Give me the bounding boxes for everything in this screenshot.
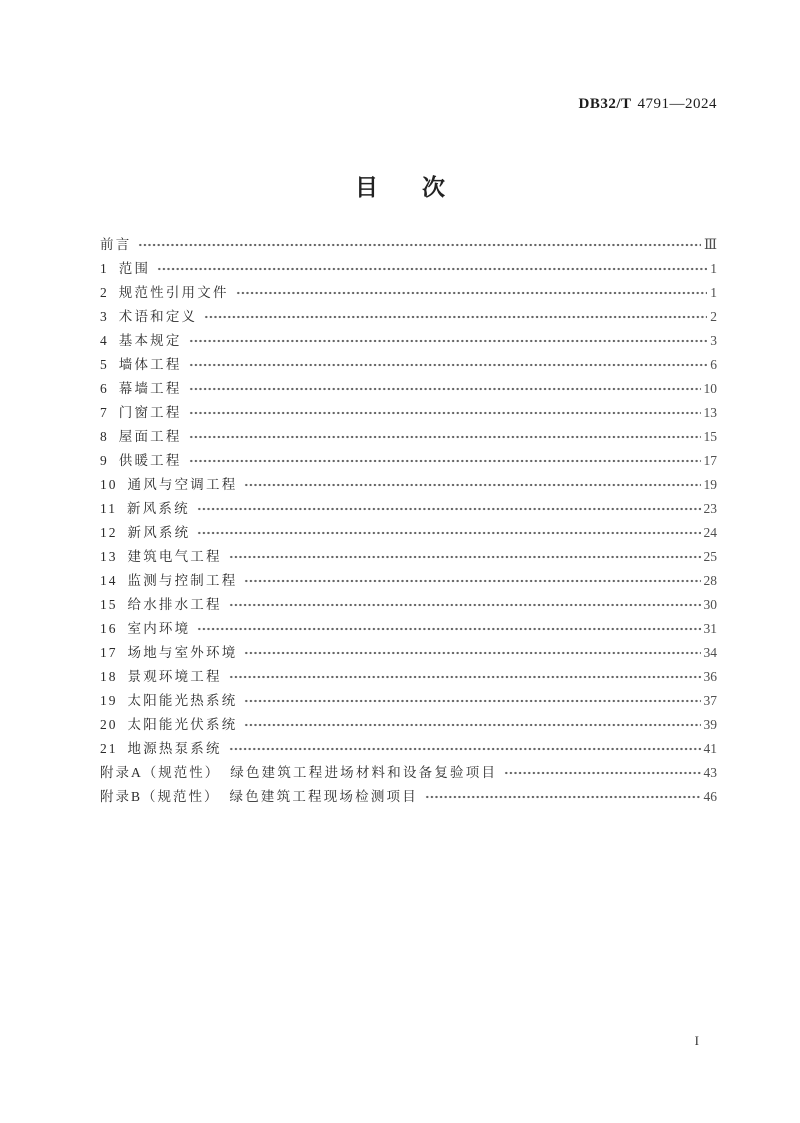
toc-entry-page: 34 bbox=[703, 645, 717, 660]
dot-leader bbox=[229, 670, 701, 684]
toc-entry-number: 3 bbox=[100, 309, 109, 324]
toc-entry-label: 监测与控制工程 bbox=[127, 573, 238, 588]
toc-entry-page: Ⅲ bbox=[703, 237, 717, 252]
dot-leader bbox=[244, 718, 700, 732]
dot-leader bbox=[236, 286, 708, 300]
toc-entry-label: 基本规定 bbox=[118, 333, 182, 348]
toc-entry-page: 31 bbox=[703, 621, 717, 636]
toc-entry-number: 16 bbox=[100, 621, 118, 636]
toc-entry-number: 19 bbox=[100, 693, 118, 708]
toc-entry-label: 新风系统 bbox=[127, 525, 191, 540]
toc-entry-number: 7 bbox=[100, 405, 109, 420]
dot-leader bbox=[244, 478, 700, 492]
toc-list bbox=[100, 233, 717, 809]
toc-entry bbox=[100, 377, 717, 401]
dot-leader bbox=[189, 430, 701, 444]
toc-entry-page: 28 bbox=[703, 573, 717, 588]
toc-entry-number: 11 bbox=[100, 501, 117, 516]
toc-entry-number: 4 bbox=[100, 333, 109, 348]
toc-entry bbox=[100, 425, 717, 449]
toc-entry bbox=[100, 473, 717, 497]
toc-entry-label: 太阳能光热系统 bbox=[127, 693, 238, 708]
toc-entry-label: 术语和定义 bbox=[118, 309, 198, 324]
toc-entry-label: 绿色建筑工程进场材料和设备复验项目 bbox=[230, 765, 498, 780]
toc-entry-number: 12 bbox=[100, 525, 118, 540]
toc-entry-page: 2 bbox=[710, 309, 717, 324]
toc-entry-number: 13 bbox=[100, 549, 118, 564]
toc-entry-label: 前言 bbox=[100, 237, 132, 252]
toc-entry-label: 规范性引用文件 bbox=[118, 285, 229, 300]
toc-entry-number: 附录B（规范性） bbox=[100, 789, 220, 804]
page-title bbox=[0, 169, 800, 202]
toc-entry bbox=[100, 569, 717, 593]
toc-entry-label: 墙体工程 bbox=[118, 357, 182, 372]
toc-entry-label: 新风系统 bbox=[127, 501, 190, 516]
toc-entry bbox=[100, 713, 717, 737]
toc-entry-page: 43 bbox=[703, 765, 717, 780]
toc-entry bbox=[100, 737, 717, 761]
toc-entry-number: 1 bbox=[100, 261, 109, 276]
toc-entry-page: 15 bbox=[703, 429, 717, 444]
toc-entry-number: 21 bbox=[100, 741, 118, 756]
toc-entry-page: 24 bbox=[703, 525, 717, 540]
toc-entry-page: 23 bbox=[703, 501, 717, 516]
standard-code-prefix: DB32/T bbox=[578, 96, 632, 112]
toc-entry-number: 5 bbox=[100, 357, 109, 372]
dot-leader bbox=[197, 526, 700, 540]
toc-entry-page: 19 bbox=[703, 477, 717, 492]
toc-entry-number: 17 bbox=[100, 645, 118, 660]
toc-entry-number: 6 bbox=[100, 381, 109, 396]
toc-entry bbox=[100, 233, 717, 257]
toc-entry-page: 36 bbox=[703, 669, 717, 684]
footer-page-number: I bbox=[694, 1033, 699, 1048]
toc-entry bbox=[100, 761, 717, 785]
standard-code bbox=[578, 96, 717, 113]
toc-entry-page: 6 bbox=[710, 357, 717, 372]
toc-entry-number: 2 bbox=[100, 285, 109, 300]
toc-entry-label: 供暖工程 bbox=[118, 453, 182, 468]
toc-entry bbox=[100, 521, 717, 545]
toc-entry-label: 室内环境 bbox=[127, 621, 191, 636]
toc-entry bbox=[100, 281, 717, 305]
toc-entry-label: 地源热泵系统 bbox=[127, 741, 222, 756]
dot-leader bbox=[244, 574, 700, 588]
toc-entry-label: 门窗工程 bbox=[118, 405, 182, 420]
toc-entry-number: 8 bbox=[100, 429, 109, 444]
dot-leader bbox=[204, 310, 707, 324]
dot-leader bbox=[189, 454, 701, 468]
toc-entry-page: 41 bbox=[703, 741, 717, 756]
dot-leader bbox=[504, 766, 700, 780]
dot-leader bbox=[189, 358, 708, 372]
standard-code-number: 4791—2024 bbox=[637, 96, 717, 112]
toc-entry-number: 10 bbox=[100, 477, 118, 492]
toc-entry-number: 附录A（规范性） bbox=[100, 765, 221, 780]
toc-entry-page: 13 bbox=[703, 405, 717, 420]
toc-entry-label: 幕墙工程 bbox=[118, 381, 182, 396]
toc-entry bbox=[100, 617, 717, 641]
dot-leader bbox=[229, 598, 701, 612]
toc-entry-label: 屋面工程 bbox=[118, 429, 182, 444]
toc-entry-label: 景观环境工程 bbox=[127, 669, 222, 684]
toc-entry-page: 1 bbox=[710, 285, 717, 300]
dot-leader bbox=[425, 790, 701, 804]
toc-entry-number: 15 bbox=[100, 597, 118, 612]
dot-leader bbox=[197, 502, 701, 516]
dot-leader bbox=[138, 238, 701, 252]
dot-leader bbox=[157, 262, 707, 276]
toc-entry-number: 18 bbox=[100, 669, 118, 684]
toc-entry bbox=[100, 641, 717, 665]
toc-entry bbox=[100, 593, 717, 617]
toc-entry bbox=[100, 497, 717, 521]
dot-leader bbox=[197, 622, 700, 636]
toc-entry-number: 9 bbox=[100, 453, 109, 468]
page-title-char-2: 次 bbox=[422, 175, 445, 200]
toc-entry-label: 绿色建筑工程现场检测项目 bbox=[229, 789, 418, 804]
toc-entry bbox=[100, 305, 717, 329]
toc-entry-number: 14 bbox=[100, 573, 118, 588]
toc-entry bbox=[100, 401, 717, 425]
toc-entry-number: 20 bbox=[100, 717, 118, 732]
toc-entry-label: 太阳能光伏系统 bbox=[127, 717, 238, 732]
toc-entry-page: 37 bbox=[703, 693, 717, 708]
dot-leader bbox=[189, 406, 701, 420]
toc-entry-page: 10 bbox=[703, 381, 717, 396]
toc-entry-page: 1 bbox=[710, 261, 717, 276]
dot-leader bbox=[244, 646, 700, 660]
toc-entry-page: 30 bbox=[703, 597, 717, 612]
dot-leader bbox=[189, 334, 708, 348]
toc-entry bbox=[100, 689, 717, 713]
toc-entry bbox=[100, 545, 717, 569]
dot-leader bbox=[229, 742, 701, 756]
dot-leader bbox=[189, 382, 701, 396]
toc-entry bbox=[100, 353, 717, 377]
toc-entry-page: 3 bbox=[710, 333, 717, 348]
toc-entry-label: 范围 bbox=[118, 261, 151, 276]
toc-entry bbox=[100, 665, 717, 689]
dot-leader bbox=[229, 550, 701, 564]
toc-entry bbox=[100, 785, 717, 809]
toc-entry-page: 17 bbox=[703, 453, 717, 468]
page-title-char-1: 目 bbox=[355, 175, 378, 200]
toc-entry bbox=[100, 449, 717, 473]
toc-entry-label: 场地与室外环境 bbox=[127, 645, 238, 660]
dot-leader bbox=[244, 694, 700, 708]
toc-entry bbox=[100, 257, 717, 281]
toc-entry-page: 39 bbox=[703, 717, 717, 732]
toc-entry-label: 通风与空调工程 bbox=[127, 477, 238, 492]
toc-entry-page: 25 bbox=[703, 549, 717, 564]
toc-entry bbox=[100, 329, 717, 353]
toc-entry-label: 给水排水工程 bbox=[127, 597, 222, 612]
toc-entry-page: 46 bbox=[703, 789, 717, 804]
toc-entry-label: 建筑电气工程 bbox=[127, 549, 222, 564]
